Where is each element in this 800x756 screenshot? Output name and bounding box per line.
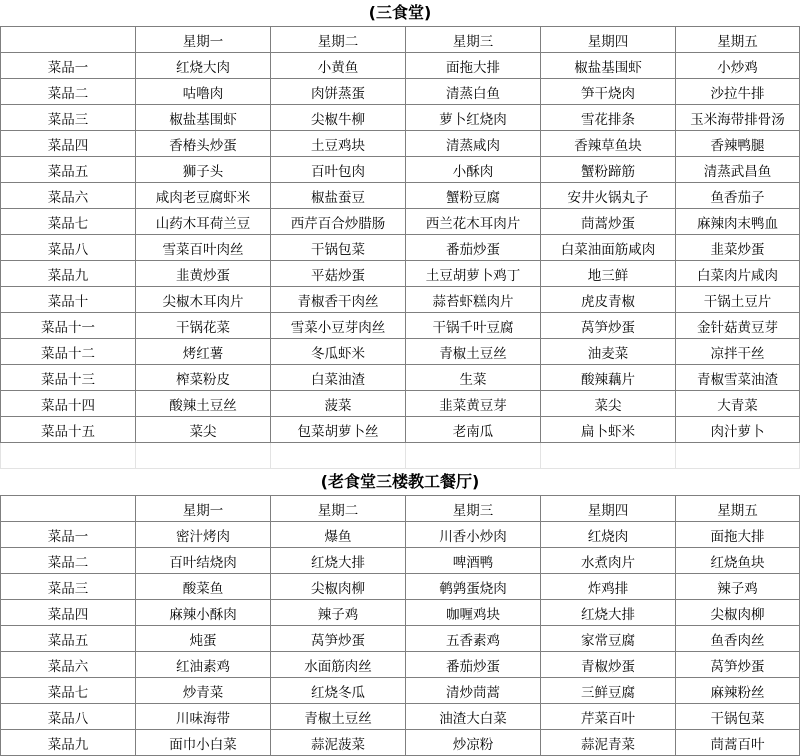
table-row <box>1 704 800 730</box>
dish-cell: 老南瓜 <box>406 417 541 443</box>
dish-cell: 爆鱼 <box>271 522 406 548</box>
dish-cell: 金针菇黄豆芽 <box>676 313 800 339</box>
dish-cell: 韭菜黄豆芽 <box>406 391 541 417</box>
dish-cell: 莴笋炒蛋 <box>541 313 676 339</box>
dish-cell: 虎皮青椒 <box>541 287 676 313</box>
dish-cell: 咸肉老豆腐虾米 <box>136 183 271 209</box>
section-title-teacher-restaurant: (老食堂三楼教工餐厅) <box>320 472 480 491</box>
dish-cell: 雪花排条 <box>541 105 676 131</box>
table-row <box>1 652 800 678</box>
dish-cell: 炒青菜 <box>136 678 271 704</box>
table-row <box>1 131 800 157</box>
corner-cell <box>1 27 136 53</box>
dish-cell: 红烧大排 <box>271 548 406 574</box>
dish-label-cell: 菜品八 <box>1 704 136 730</box>
weekday-header-cell: 星期二 <box>271 27 406 53</box>
dish-cell: 土豆鸡块 <box>271 131 406 157</box>
dish-cell: 炖蛋 <box>136 626 271 652</box>
dish-cell: 椒盐基围虾 <box>136 105 271 131</box>
dish-cell: 酸菜鱼 <box>136 574 271 600</box>
dish-cell: 萝卜红烧肉 <box>406 105 541 131</box>
table-row <box>1 522 800 548</box>
dish-cell: 香辣草鱼块 <box>541 131 676 157</box>
dish-cell: 榨菜粉皮 <box>136 365 271 391</box>
dish-cell: 红油素鸡 <box>136 652 271 678</box>
dish-cell: 山药木耳荷兰豆 <box>136 209 271 235</box>
table-row <box>1 626 800 652</box>
weekday-header-cell: 星期三 <box>406 496 541 522</box>
table-row <box>1 235 800 261</box>
dish-cell: 水面筋肉丝 <box>271 652 406 678</box>
dish-cell: 青椒炒蛋 <box>541 652 676 678</box>
dish-cell: 凉拌干丝 <box>676 339 800 365</box>
dish-cell: 咖喱鸡块 <box>406 600 541 626</box>
dish-label-cell: 菜品七 <box>1 678 136 704</box>
dish-cell: 鱼香肉丝 <box>676 626 800 652</box>
dish-cell: 清蒸武昌鱼 <box>676 157 800 183</box>
dish-cell: 小黄鱼 <box>271 53 406 79</box>
dish-cell: 油麦菜 <box>541 339 676 365</box>
dish-cell: 辣子鸡 <box>676 574 800 600</box>
dish-cell: 麻辣粉丝 <box>676 678 800 704</box>
dish-cell: 面拖大排 <box>676 522 800 548</box>
dish-cell: 清炒茼蒿 <box>406 678 541 704</box>
dish-cell: 冬瓜虾米 <box>271 339 406 365</box>
corner-cell <box>1 496 136 522</box>
weekday-header-cell: 星期二 <box>271 496 406 522</box>
dish-cell: 红烧冬瓜 <box>271 678 406 704</box>
table-row <box>1 600 800 626</box>
blank-cell <box>136 443 271 469</box>
dish-cell: 尖椒牛柳 <box>271 105 406 131</box>
dish-cell: 青椒土豆丝 <box>406 339 541 365</box>
dish-cell: 生菜 <box>406 365 541 391</box>
dish-cell: 干锅千叶豆腐 <box>406 313 541 339</box>
dish-cell: 干锅花菜 <box>136 313 271 339</box>
dish-cell: 红烧鱼块 <box>676 548 800 574</box>
dish-cell: 小炒鸡 <box>676 53 800 79</box>
weekday-header-cell: 星期五 <box>676 27 800 53</box>
table-row <box>1 417 800 443</box>
dish-cell: 百叶结烧肉 <box>136 548 271 574</box>
blank-cell <box>541 443 676 469</box>
dish-cell: 密汁烤肉 <box>136 522 271 548</box>
dish-label-cell: 菜品九 <box>1 261 136 287</box>
dish-cell: 韭黄炒蛋 <box>136 261 271 287</box>
dish-cell: 三鲜豆腐 <box>541 678 676 704</box>
weekday-header-cell: 星期三 <box>406 27 541 53</box>
table-row <box>1 157 800 183</box>
table-row <box>1 548 800 574</box>
dish-cell: 白菜肉片咸肉 <box>676 261 800 287</box>
dish-label-cell: 菜品八 <box>1 235 136 261</box>
menu-table-body <box>1 496 800 756</box>
dish-cell: 面巾小白菜 <box>136 730 271 756</box>
blank-cell <box>406 443 541 469</box>
weekday-header-cell: 星期一 <box>136 496 271 522</box>
weekday-header-cell: 星期一 <box>136 27 271 53</box>
dish-label-cell: 菜品四 <box>1 131 136 157</box>
dish-cell: 安井火锅丸子 <box>541 183 676 209</box>
dish-cell: 尖椒木耳肉片 <box>136 287 271 313</box>
weekday-header-cell: 星期五 <box>676 496 800 522</box>
table-row <box>1 183 800 209</box>
dish-cell: 椒盐基围虾 <box>541 53 676 79</box>
blank-row <box>1 443 800 469</box>
dish-cell: 玉米海带排骨汤 <box>676 105 800 131</box>
dish-cell: 麻辣小酥肉 <box>136 600 271 626</box>
dish-cell: 韭菜炒蛋 <box>676 235 800 261</box>
dish-cell: 酸辣土豆丝 <box>136 391 271 417</box>
dish-label-cell: 菜品七 <box>1 209 136 235</box>
dish-cell: 清蒸咸肉 <box>406 131 541 157</box>
dish-label-cell: 菜品十四 <box>1 391 136 417</box>
dish-cell: 川味海带 <box>136 704 271 730</box>
table-row <box>1 287 800 313</box>
dish-cell: 雪菜小豆芽肉丝 <box>271 313 406 339</box>
dish-cell: 青椒土豆丝 <box>271 704 406 730</box>
dish-cell: 西兰花木耳肉片 <box>406 209 541 235</box>
dish-cell: 麻辣肉末鸭血 <box>676 209 800 235</box>
dish-cell: 番茄炒蛋 <box>406 235 541 261</box>
dish-cell: 莴笋炒蛋 <box>271 626 406 652</box>
dish-cell: 家常豆腐 <box>541 626 676 652</box>
menu-table-body <box>1 27 800 469</box>
dish-cell: 番茄炒蛋 <box>406 652 541 678</box>
dish-cell: 地三鲜 <box>541 261 676 287</box>
dish-label-cell: 菜品十五 <box>1 417 136 443</box>
dish-cell: 菜尖 <box>136 417 271 443</box>
dish-cell: 肉汁萝卜 <box>676 417 800 443</box>
dish-label-cell: 菜品五 <box>1 157 136 183</box>
dish-label-cell: 菜品六 <box>1 652 136 678</box>
header-row <box>1 496 800 522</box>
dish-label-cell: 菜品三 <box>1 105 136 131</box>
table-row <box>1 53 800 79</box>
dish-cell: 蒜苔虾糕肉片 <box>406 287 541 313</box>
dish-cell: 红烧大排 <box>541 600 676 626</box>
dish-cell: 白菜油面筋咸肉 <box>541 235 676 261</box>
section-title-third-canteen: (三食堂) <box>368 3 432 22</box>
dish-cell: 干锅包菜 <box>271 235 406 261</box>
dish-cell: 雪菜百叶肉丝 <box>136 235 271 261</box>
table-row <box>1 574 800 600</box>
dish-cell: 辣子鸡 <box>271 600 406 626</box>
dish-label-cell: 菜品六 <box>1 183 136 209</box>
dish-cell: 面拖大排 <box>406 53 541 79</box>
table-row <box>1 730 800 756</box>
menu-table-teacher-restaurant <box>0 495 800 756</box>
dish-label-cell: 菜品二 <box>1 79 136 105</box>
dish-cell: 川香小炒肉 <box>406 522 541 548</box>
dish-cell: 炸鸡排 <box>541 574 676 600</box>
dish-cell: 尖椒肉柳 <box>676 600 800 626</box>
table-row <box>1 313 800 339</box>
dish-cell: 红烧大肉 <box>136 53 271 79</box>
dish-label-cell: 菜品十 <box>1 287 136 313</box>
dish-cell: 蟹粉豆腐 <box>406 183 541 209</box>
dish-cell: 小酥肉 <box>406 157 541 183</box>
dish-cell: 沙拉牛排 <box>676 79 800 105</box>
table-row <box>1 79 800 105</box>
table-row <box>1 678 800 704</box>
dish-cell: 啤酒鸭 <box>406 548 541 574</box>
dish-cell: 水煮肉片 <box>541 548 676 574</box>
dish-label-cell: 菜品五 <box>1 626 136 652</box>
table-row <box>1 105 800 131</box>
dish-cell: 红烧肉 <box>541 522 676 548</box>
dish-cell: 狮子头 <box>136 157 271 183</box>
weekday-header-cell: 星期四 <box>541 496 676 522</box>
dish-cell: 鱼香茄子 <box>676 183 800 209</box>
dish-cell: 茼蒿百叶 <box>676 730 800 756</box>
dish-label-cell: 菜品一 <box>1 53 136 79</box>
weekday-header-cell: 星期四 <box>541 27 676 53</box>
dish-label-cell: 菜品一 <box>1 522 136 548</box>
dish-cell: 咕噜肉 <box>136 79 271 105</box>
dish-cell: 莴笋炒蛋 <box>676 652 800 678</box>
dish-label-cell: 菜品二 <box>1 548 136 574</box>
dish-cell: 笋干烧肉 <box>541 79 676 105</box>
dish-cell: 干锅土豆片 <box>676 287 800 313</box>
dish-cell: 五香素鸡 <box>406 626 541 652</box>
dish-cell: 菜尖 <box>541 391 676 417</box>
header-row <box>1 27 800 53</box>
dish-label-cell: 菜品十三 <box>1 365 136 391</box>
dish-label-cell: 菜品四 <box>1 600 136 626</box>
menu-table-third-canteen <box>0 26 800 469</box>
blank-cell <box>1 443 136 469</box>
dish-cell: 油渣大白菜 <box>406 704 541 730</box>
dish-cell: 茼蒿炒蛋 <box>541 209 676 235</box>
dish-cell: 菠菜 <box>271 391 406 417</box>
dish-cell: 西芹百合炒腊肠 <box>271 209 406 235</box>
dish-cell: 椒盐蚕豆 <box>271 183 406 209</box>
table-row <box>1 391 800 417</box>
dish-cell: 蒜泥菠菜 <box>271 730 406 756</box>
dish-cell: 芹菜百叶 <box>541 704 676 730</box>
dish-cell: 肉饼蒸蛋 <box>271 79 406 105</box>
dish-cell: 百叶包肉 <box>271 157 406 183</box>
blank-cell <box>676 443 800 469</box>
table-row <box>1 339 800 365</box>
table-row <box>1 365 800 391</box>
table-row <box>1 209 800 235</box>
dish-cell: 香辣鸭腿 <box>676 131 800 157</box>
dish-cell: 青椒雪菜油渣 <box>676 365 800 391</box>
dish-cell: 尖椒肉柳 <box>271 574 406 600</box>
dish-cell: 烤红薯 <box>136 339 271 365</box>
dish-cell: 鹌鹑蛋烧肉 <box>406 574 541 600</box>
dish-cell: 炒凉粉 <box>406 730 541 756</box>
dish-cell: 青椒香干肉丝 <box>271 287 406 313</box>
dish-cell: 扁卜虾米 <box>541 417 676 443</box>
dish-cell: 平菇炒蛋 <box>271 261 406 287</box>
dish-cell: 酸辣藕片 <box>541 365 676 391</box>
dish-label-cell: 菜品九 <box>1 730 136 756</box>
dish-cell: 白菜油渣 <box>271 365 406 391</box>
dish-label-cell: 菜品十二 <box>1 339 136 365</box>
dish-cell: 大青菜 <box>676 391 800 417</box>
dish-cell: 蟹粉蹄筋 <box>541 157 676 183</box>
dish-cell: 土豆胡萝卜鸡丁 <box>406 261 541 287</box>
blank-cell <box>271 443 406 469</box>
dish-label-cell: 菜品三 <box>1 574 136 600</box>
dish-cell: 干锅包菜 <box>676 704 800 730</box>
dish-cell: 蒜泥青菜 <box>541 730 676 756</box>
dish-cell: 香椿头炒蛋 <box>136 131 271 157</box>
table-row <box>1 261 800 287</box>
dish-cell: 包菜胡萝卜丝 <box>271 417 406 443</box>
dish-cell: 清蒸白鱼 <box>406 79 541 105</box>
dish-label-cell: 菜品十一 <box>1 313 136 339</box>
